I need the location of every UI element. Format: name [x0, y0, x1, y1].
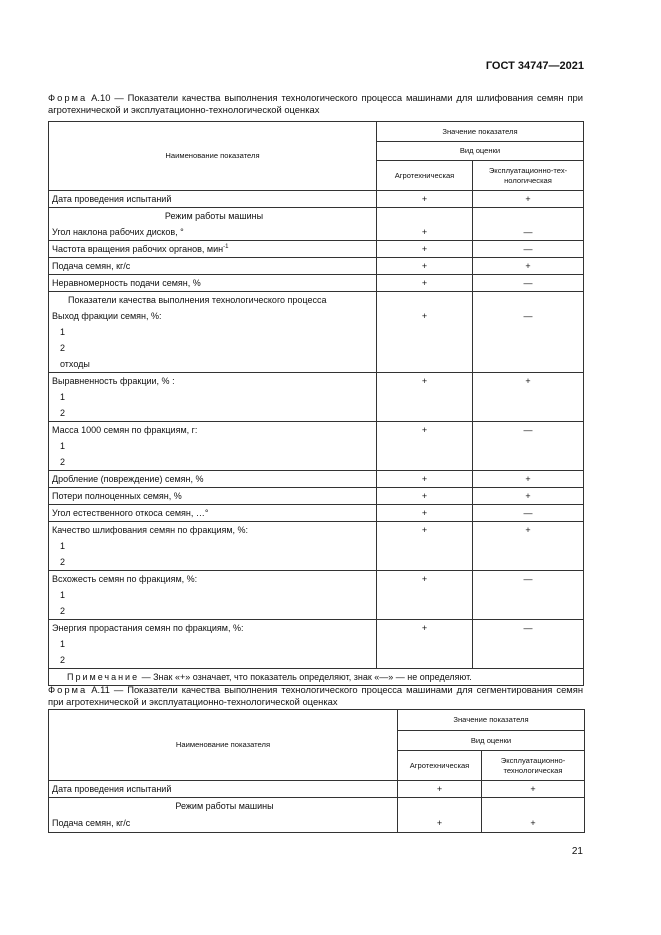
- agro-mark: +: [421, 194, 428, 204]
- agro-mark: +: [421, 525, 428, 535]
- fraction-1: 1: [60, 590, 66, 600]
- expl-mark: —: [523, 311, 533, 321]
- row-label: Дата проведения испытаний: [52, 784, 172, 794]
- row-label: Угол наклона рабочих дисков, °: [52, 227, 184, 237]
- header-indicator-name: Наименование показателя: [49, 710, 398, 781]
- standard-number: ГОСТ 34747—2021: [485, 60, 584, 72]
- table-row: [49, 292, 584, 373]
- expl-mark: —: [523, 227, 533, 237]
- row-label: Частота вращения рабочих органов, мин$^{-1}$: [52, 244, 229, 254]
- fraction-1: 1: [60, 441, 66, 451]
- row-label: Выход фракции семян, %:: [52, 311, 162, 321]
- fraction-2: 2: [60, 408, 66, 418]
- header-agrotechnical: Агротехническая: [398, 751, 482, 781]
- table-row: [49, 241, 584, 258]
- agro-mark: +: [421, 508, 428, 518]
- row-label: Выравненность фракции, % :: [52, 376, 175, 386]
- form-a10-table: [48, 121, 584, 686]
- header-operational: Эксплуатационно-технологическая: [482, 751, 585, 781]
- section-title: Режим работы машины: [164, 211, 264, 221]
- fraction-2: 2: [60, 655, 66, 665]
- table-row: [49, 471, 584, 488]
- fraction-1: 1: [60, 639, 66, 649]
- expl-mark: +: [525, 194, 531, 204]
- expl-mark: —: [523, 574, 533, 584]
- row-label: Подача семян, кг/с: [52, 818, 131, 828]
- agro-mark: +: [421, 474, 428, 484]
- row-label: Дробление (повреждение) семян, %: [52, 474, 204, 484]
- agro-mark: +: [421, 491, 428, 501]
- agro-mark: +: [421, 376, 428, 386]
- section-title: Показатели качества выполнения технологического процесса: [68, 295, 327, 305]
- row-label: Потери полноценных семян, %: [52, 491, 182, 501]
- header-indicator-value: Значение показателя: [377, 122, 584, 142]
- table-row: [49, 620, 584, 669]
- table-row: [49, 275, 584, 292]
- expl-mark: —: [523, 244, 533, 254]
- note-word: Примечание: [67, 672, 140, 682]
- caption-text: А.10 — Показатели качества выполнения технологического процесса машинами для шлифования семян при агротехнической и эксплуатационно-технологической оценках: [48, 92, 583, 115]
- expl-mark: +: [530, 818, 536, 828]
- expl-mark: —: [523, 425, 533, 435]
- agro-mark: +: [421, 311, 428, 321]
- table-row: [49, 258, 584, 275]
- row-label: Масса 1000 семян по фракциям, г:: [52, 425, 198, 435]
- agro-mark: +: [421, 227, 428, 237]
- table-row: [49, 208, 584, 241]
- row-label: Подача семян, кг/с: [52, 261, 131, 271]
- header-agrotechnical: Агротехническая: [377, 161, 473, 191]
- agro-mark: +: [421, 574, 428, 584]
- fraction-2: 2: [60, 343, 66, 353]
- agro-mark: +: [421, 623, 428, 633]
- caption-form-word: Форма: [48, 92, 88, 103]
- table-row: [49, 191, 584, 208]
- fraction-2: 2: [60, 557, 66, 567]
- fraction-waste: отходы: [60, 359, 90, 369]
- expl-mark: +: [530, 784, 536, 794]
- table-row: [49, 798, 585, 833]
- row-label: Энергия прорастания семян по фракциям, %:: [52, 623, 244, 633]
- expl-mark: —: [523, 508, 533, 518]
- caption-text: А.11 — Показатели качества выполнения технологического процесса машинами для сегментирования семян при агротехнической и эксплуатационно-технологической оценках: [48, 684, 583, 707]
- row-label: Дата проведения испытаний: [52, 194, 172, 204]
- agro-mark: +: [421, 244, 428, 254]
- header-operational: Эксплуатационно-тех-нологическая: [473, 161, 584, 191]
- agro-mark: +: [421, 425, 428, 435]
- row-label: Угол естественного откоса семян, …°: [52, 508, 209, 518]
- agro-mark: +: [421, 278, 428, 288]
- header-indicator-name: Наименование показателя: [49, 122, 377, 191]
- expl-mark: —: [523, 623, 533, 633]
- table-row: [49, 522, 584, 571]
- row-label: Всхожесть семян по фракциям, %:: [52, 574, 198, 584]
- expl-mark: —: [523, 278, 533, 288]
- form-a11-caption: [48, 684, 583, 708]
- table-note: [49, 669, 583, 685]
- caption-form-word: Форма: [48, 684, 88, 695]
- expl-mark: +: [525, 491, 531, 501]
- row-label: Качество шлифования семян по фракциям, %:: [52, 525, 249, 535]
- agro-mark: +: [436, 784, 443, 794]
- table-row: [49, 781, 585, 798]
- table-row: [49, 571, 584, 620]
- header-assessment-type: Вид оценки: [398, 731, 585, 751]
- expl-mark: +: [525, 376, 531, 386]
- table-note-row: [49, 669, 584, 686]
- agro-mark: +: [436, 818, 443, 828]
- note-text: — Знак «+» означает, что показатель определяют, знак «—» — не определяют.: [139, 672, 472, 682]
- section-title: Режим работы машины: [175, 801, 274, 811]
- header-assessment-type: Вид оценки: [377, 142, 584, 161]
- fraction-2: 2: [60, 457, 66, 467]
- agro-mark: +: [421, 261, 428, 271]
- expl-mark: +: [525, 261, 531, 271]
- form-a10-caption: [48, 92, 583, 116]
- table-row: [49, 488, 584, 505]
- table-row: [49, 505, 584, 522]
- header-indicator-value: Значение показателя: [398, 710, 585, 731]
- expl-mark: +: [525, 474, 531, 484]
- fraction-1: 1: [60, 327, 66, 337]
- table-row: [49, 373, 584, 422]
- fraction-1: 1: [60, 541, 66, 551]
- fraction-1: 1: [60, 392, 66, 402]
- expl-mark: +: [525, 525, 531, 535]
- row-label: Неравномерность подачи семян, %: [52, 278, 201, 288]
- table-row: [49, 422, 584, 471]
- fraction-2: 2: [60, 606, 66, 616]
- page-number: 21: [571, 846, 583, 857]
- form-a11-table: [48, 709, 585, 833]
